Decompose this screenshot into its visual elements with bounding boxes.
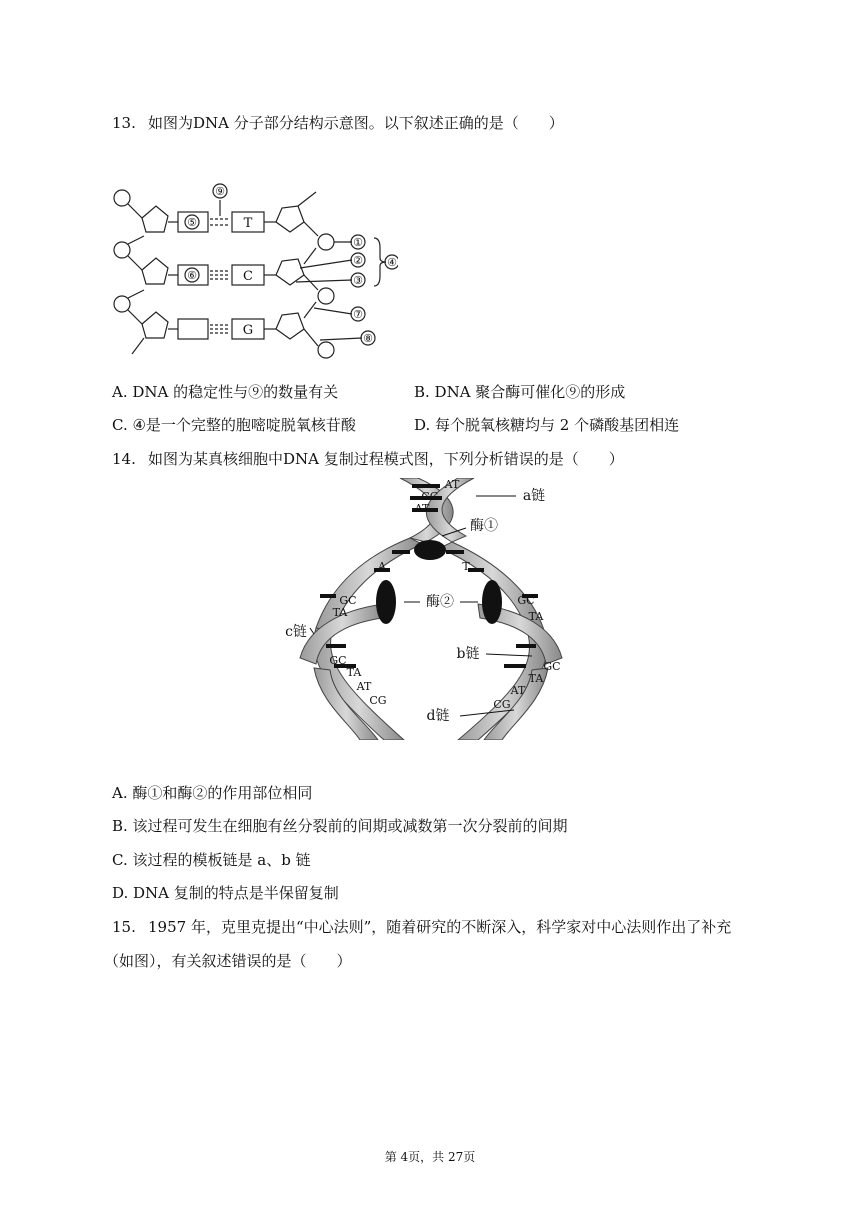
lower-left-base-2: TA (346, 666, 362, 679)
label-c-chain: c链 (285, 624, 307, 640)
lower-left-base-3: AT (356, 680, 372, 693)
mid-base-a: A (378, 560, 386, 573)
callout-4: ④ (387, 256, 397, 269)
question-15-number: 15. (112, 918, 136, 936)
right-base-1: GC (517, 594, 535, 607)
callout-2: ② (353, 254, 363, 267)
top-base-1: AT (444, 478, 460, 491)
dna-structure-diagram (108, 178, 398, 372)
base-T: T (243, 216, 253, 231)
callout-8: ⑧ (363, 332, 373, 345)
question-14-text: 如图为某真核细胞中DNA 复制过程模式图，下列分析错误的是（ ） (148, 450, 624, 468)
lower-left-base-4: CG (369, 694, 387, 707)
q14-option-c[interactable]: C. 该过程的模板链是 a、b 链 (112, 851, 311, 869)
pair-label-6: ⑥ (187, 269, 197, 282)
label-enzyme-2: 酶② (426, 594, 454, 610)
q13-option-d[interactable]: D. 每个脱氧核糖均与 2 个磷酸基团相连 (414, 416, 680, 434)
q14-option-b[interactable]: B. 该过程可发生在细胞有丝分裂前的间期或减数第一次分裂前的间期 (112, 817, 568, 835)
dna-structure-svg (108, 178, 398, 368)
top-base-3: AT (414, 502, 430, 515)
q14-option-a[interactable]: A. 酶①和酶②的作用部位相同 (112, 784, 313, 802)
callout-3: ③ (353, 274, 363, 287)
bond-label-9: ⑨ (215, 185, 225, 198)
lower-left-base-1: GC (329, 654, 347, 667)
question-15-stem-line1 (112, 916, 731, 938)
page-footer: 第 4页，共 27页 (384, 1150, 476, 1164)
top-base-2: CG (421, 490, 439, 503)
question-15-stem-line2: （如图），有关叙述错误的是（ ） (104, 952, 352, 970)
right-base-2: TA (528, 610, 544, 623)
question-14-number: 14. (112, 450, 136, 468)
label-d-chain: d链 (426, 708, 450, 724)
left-base-2: TA (332, 606, 348, 619)
lower-right-base-3: AT (510, 684, 526, 697)
callout-1: ① (353, 236, 363, 249)
q13-option-c[interactable]: C. ④是一个完整的胞嘧啶脱氧核苷酸 (112, 416, 356, 434)
q13-option-b[interactable]: B. DNA 聚合酶可催化⑨的形成 (414, 383, 626, 401)
mid-base-t: T (462, 560, 470, 573)
base-C: C (243, 269, 253, 284)
pair-label-5: ⑤ (187, 216, 197, 229)
question-13-stem (112, 112, 564, 134)
lower-right-base-2: TA (528, 672, 544, 685)
dna-replication-diagram (280, 478, 580, 744)
question-14-stem (112, 448, 624, 470)
label-a-chain: a链 (522, 488, 546, 504)
base-G: G (242, 323, 254, 338)
question-13-number: 13. (112, 114, 136, 132)
dna-replication-svg (280, 478, 580, 740)
label-b-chain: b链 (456, 646, 480, 662)
lower-right-base-4: CG (493, 698, 511, 711)
lower-right-base-1: GC (543, 660, 561, 673)
question-13-text: 如图为DNA 分子部分结构示意图。以下叙述正确的是（ ） (148, 114, 564, 132)
q13-option-a[interactable]: A. DNA 的稳定性与⑨的数量有关 (112, 383, 339, 401)
q14-option-d[interactable]: D. DNA 复制的特点是半保留复制 (112, 884, 339, 902)
callout-7: ⑦ (353, 308, 363, 321)
question-15-text-1: 1957 年，克里克提出“中心法则”，随着研究的不断深入，科学家对中心法则作出了补充 (148, 918, 732, 936)
left-base-1: GC (339, 594, 357, 607)
label-enzyme-1: 酶① (470, 518, 498, 534)
